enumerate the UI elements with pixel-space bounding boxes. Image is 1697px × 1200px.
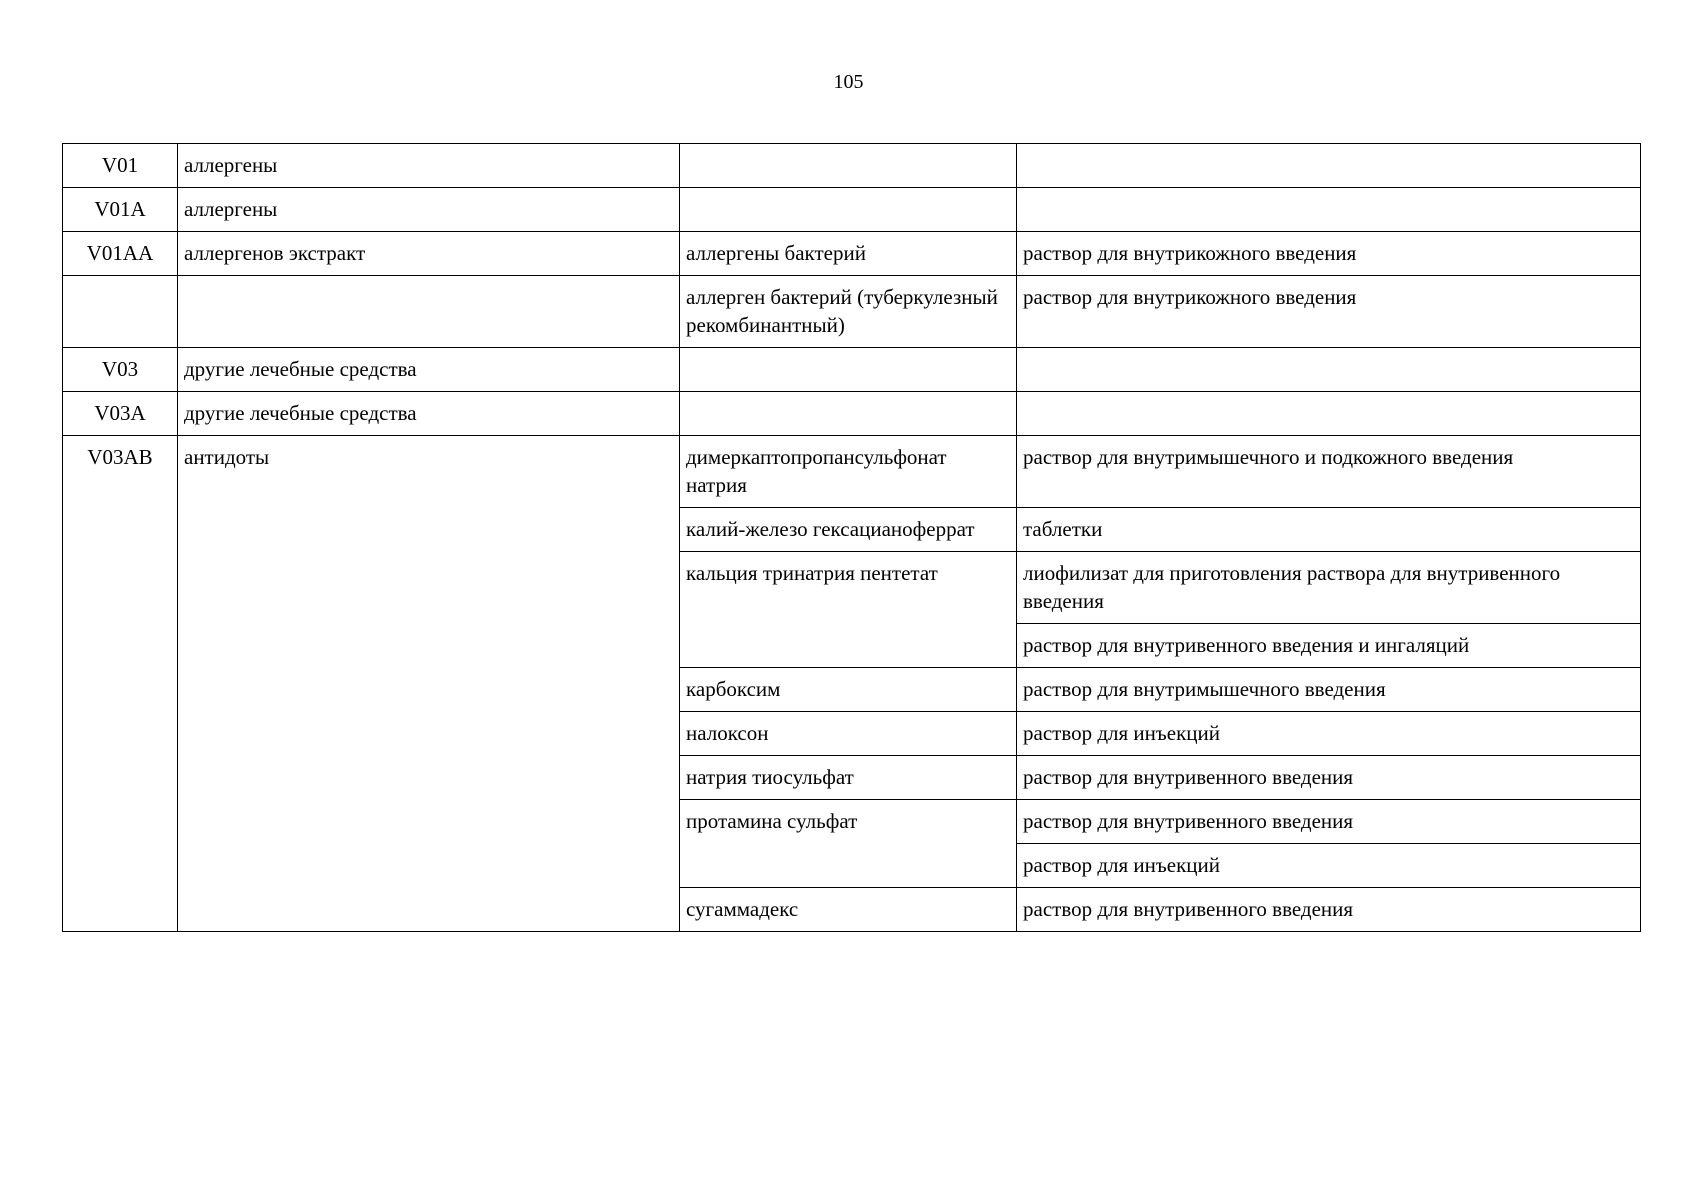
dosage-form-cell: раствор для инъекций bbox=[1017, 712, 1641, 756]
dosage-form-cell: раствор для внутрикожного введения bbox=[1017, 276, 1641, 348]
drug-cell: карбоксим bbox=[680, 668, 1017, 712]
table-row bbox=[63, 232, 1641, 276]
dosage-form-cell: раствор для инъекций bbox=[1017, 844, 1641, 888]
atc-code-cell bbox=[63, 276, 178, 348]
dosage-form-cell: раствор для внутривенного введения bbox=[1017, 756, 1641, 800]
atc-code-cell: V03AB bbox=[63, 436, 178, 932]
atc-code-cell: V01AA bbox=[63, 232, 178, 276]
table-row bbox=[63, 392, 1641, 436]
drug-cell bbox=[680, 144, 1017, 188]
drug-cell: натрия тиосульфат bbox=[680, 756, 1017, 800]
dosage-form-cell: раствор для внутривенного введения и ингаляций bbox=[1017, 624, 1641, 668]
drug-cell bbox=[680, 188, 1017, 232]
drug-cell: калий-железо гексацианоферрат bbox=[680, 508, 1017, 552]
atc-code-cell: V01A bbox=[63, 188, 178, 232]
table-row bbox=[63, 276, 1641, 348]
table-row bbox=[63, 436, 1641, 508]
dosage-form-cell: лиофилизат для приготовления раствора для внутривенного введения bbox=[1017, 552, 1641, 624]
dosage-form-cell: раствор для внутривенного введения bbox=[1017, 800, 1641, 844]
drug-cell: налоксон bbox=[680, 712, 1017, 756]
drug-cell: аллергены бактерий bbox=[680, 232, 1017, 276]
group-cell: аллергены bbox=[178, 188, 680, 232]
dosage-form-cell bbox=[1017, 144, 1641, 188]
table-row bbox=[63, 348, 1641, 392]
drug-cell bbox=[680, 348, 1017, 392]
drug-cell bbox=[680, 392, 1017, 436]
dosage-form-cell bbox=[1017, 392, 1641, 436]
group-cell: другие лечебные средства bbox=[178, 392, 680, 436]
dosage-form-cell bbox=[1017, 348, 1641, 392]
group-cell: другие лечебные средства bbox=[178, 348, 680, 392]
dosage-form-cell bbox=[1017, 188, 1641, 232]
group-cell: аллергенов экстракт bbox=[178, 232, 680, 276]
group-cell: аллергены bbox=[178, 144, 680, 188]
drug-cell: протамина сульфат bbox=[680, 800, 1017, 888]
atc-code-cell: V01 bbox=[63, 144, 178, 188]
dosage-form-cell: раствор для внутрикожного введения bbox=[1017, 232, 1641, 276]
page-number: 105 bbox=[833, 71, 864, 93]
table-row bbox=[63, 188, 1641, 232]
atc-code-cell: V03 bbox=[63, 348, 178, 392]
dosage-form-cell: таблетки bbox=[1017, 508, 1641, 552]
drug-table bbox=[62, 143, 1641, 932]
drug-cell: димеркаптопропансульфонат натрия bbox=[680, 436, 1017, 508]
group-cell: антидоты bbox=[178, 436, 680, 932]
drug-cell: сугаммадекс bbox=[680, 888, 1017, 932]
dosage-form-cell: раствор для внутримышечного и подкожного введения bbox=[1017, 436, 1641, 508]
dosage-form-cell: раствор для внутримышечного введения bbox=[1017, 668, 1641, 712]
drug-cell: аллерген бактерий (туберкулезный рекомбинантный) bbox=[680, 276, 1017, 348]
dosage-form-cell: раствор для внутривенного введения bbox=[1017, 888, 1641, 932]
atc-code-cell: V03A bbox=[63, 392, 178, 436]
group-cell bbox=[178, 276, 680, 348]
drug-cell: кальция тринатрия пентетат bbox=[680, 552, 1017, 668]
table-row bbox=[63, 144, 1641, 188]
